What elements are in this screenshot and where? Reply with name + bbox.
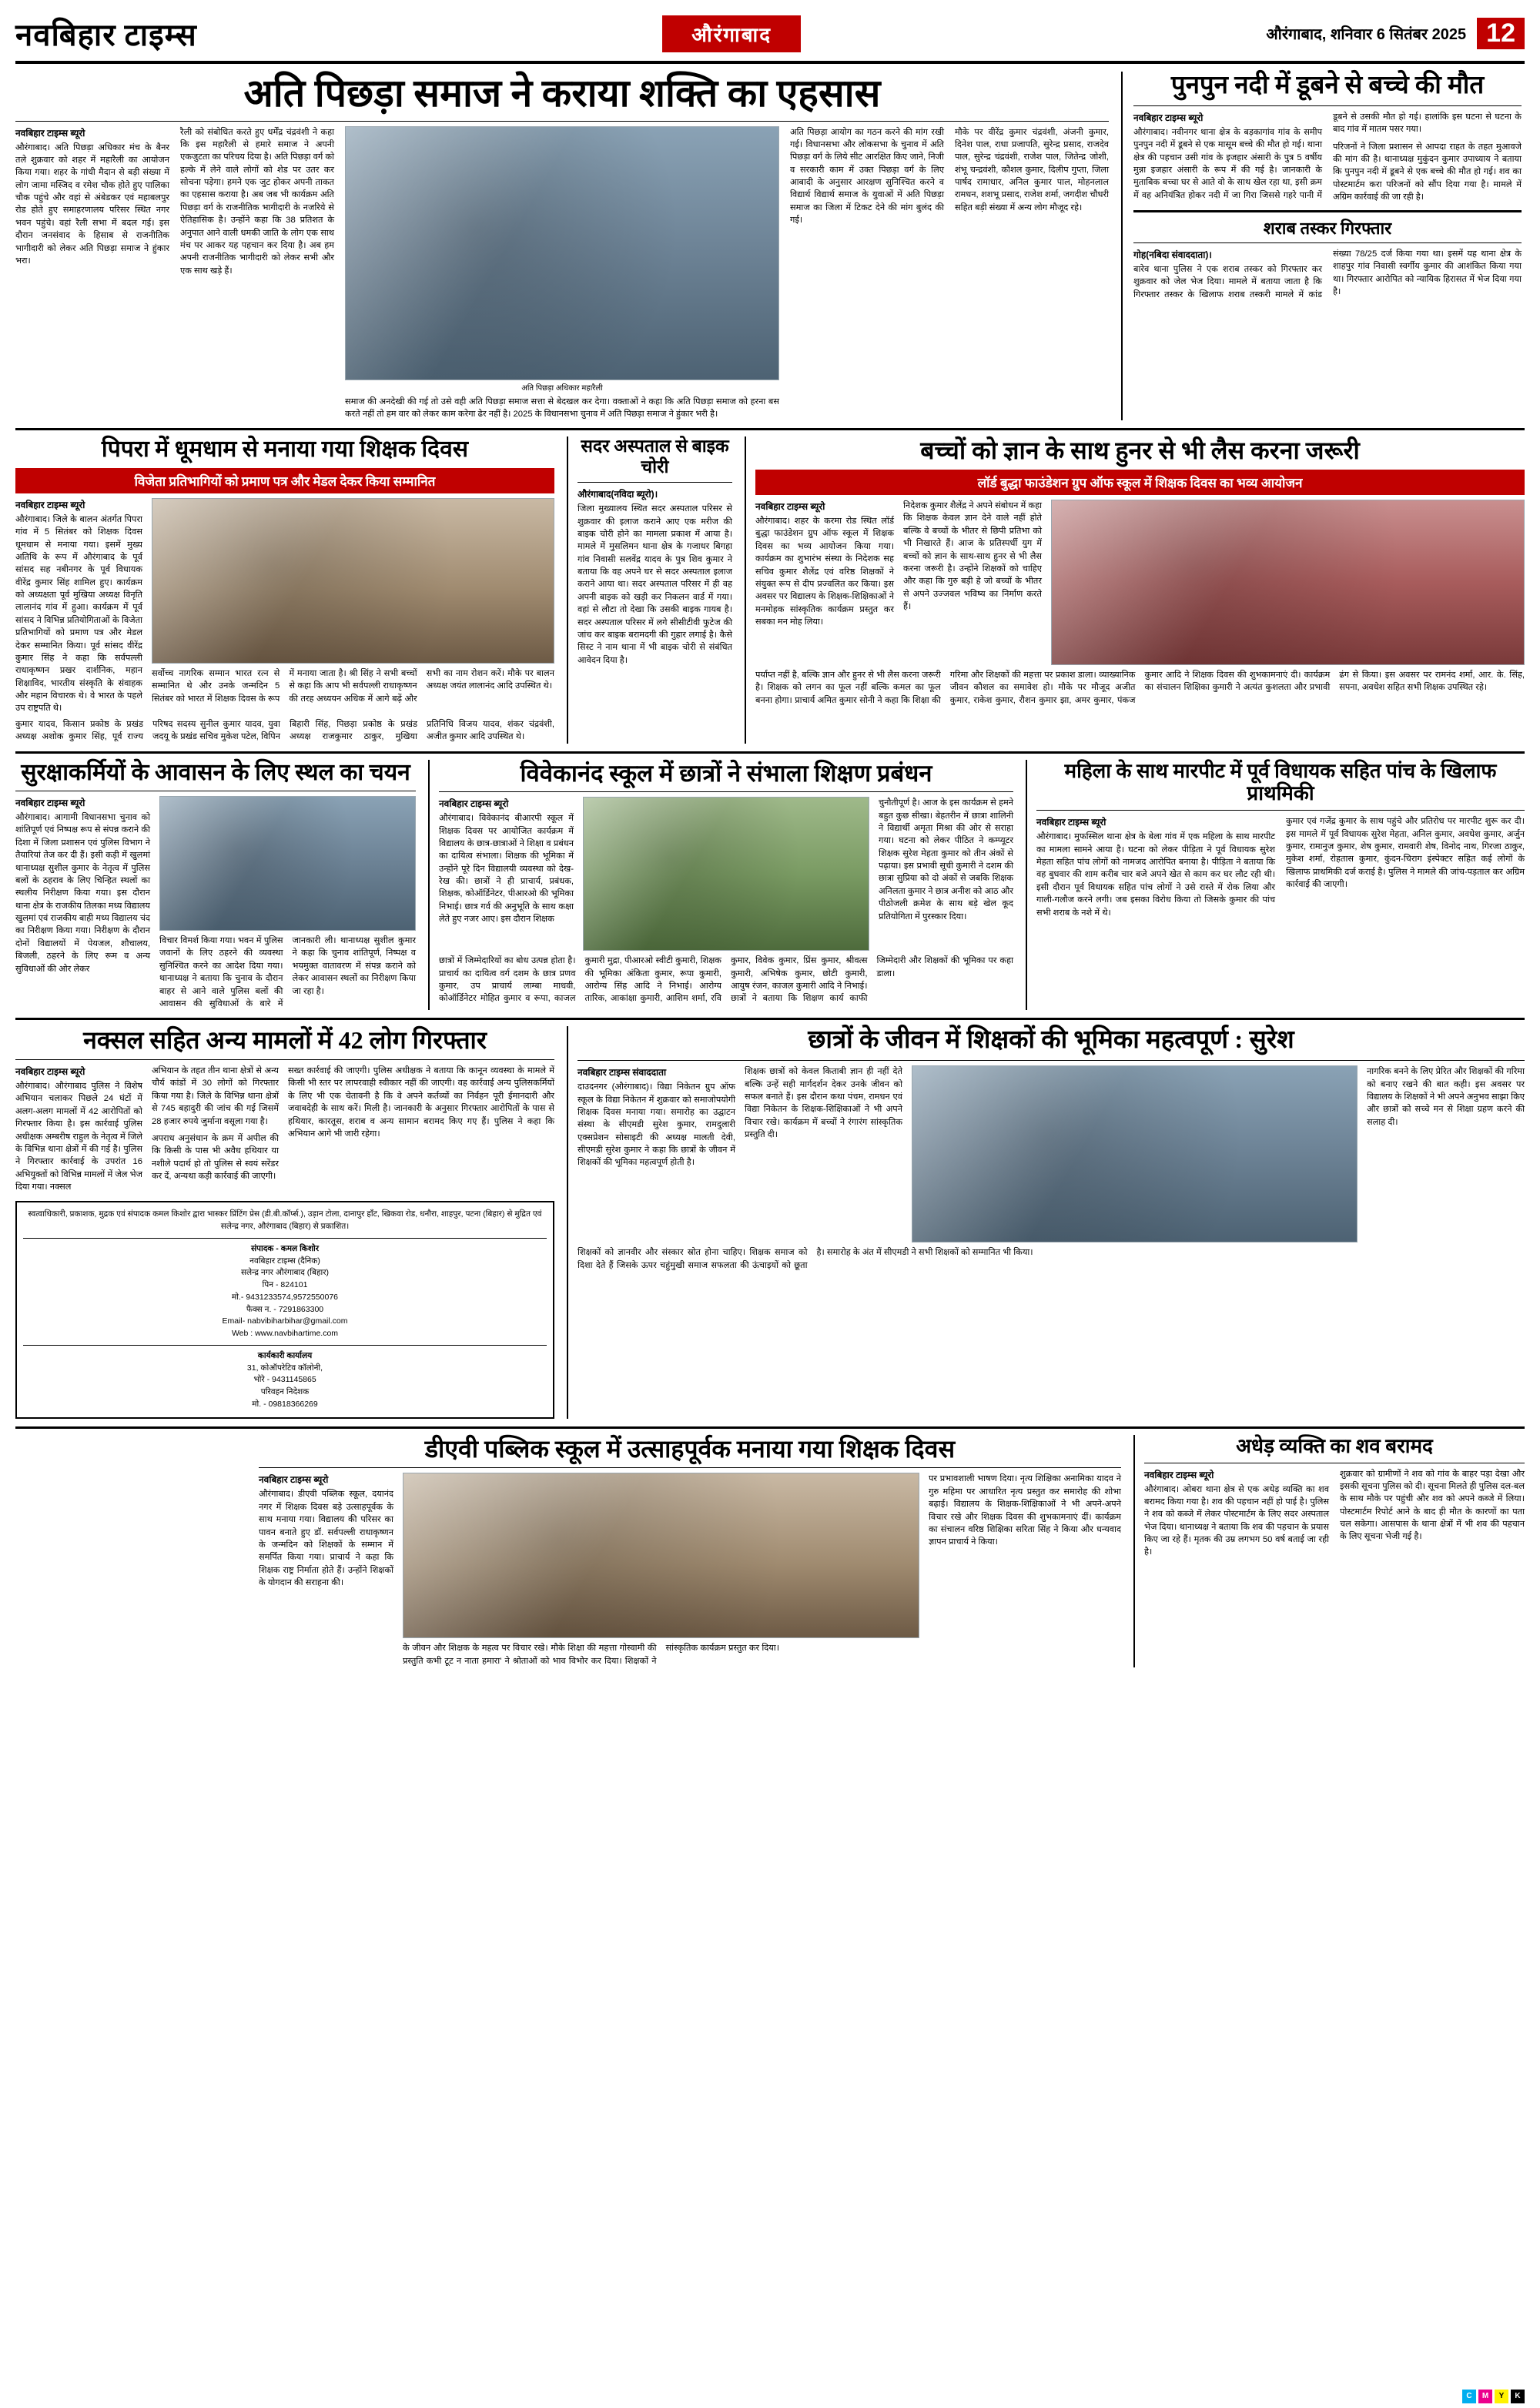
lb-para-1: औरंगाबाद। शहर के करमा रोड स्थित लॉर्ड बुद्धा फाउंडेशन ग्रुप ऑफ स्कूल में शिक्षक दिवस का भव्य आयोजन किया गया। कार्यक्रम का शुभारंभ संस्था के निदेशक सह सचिव कुमार शैलेंद्र एवं वरिष्ठ शिक्षकों ने संयुक्त रूप से दीप प्रज्वलित कर किया। इस अवसर पर विद्यालय के शिक्षक-शिक्षिकाओं ने मनमोहक सांस्कृतिक कार्यक्रम प्रस्तुत कर सबका मन मोह लिया। bbox=[755, 517, 894, 627]
nx-para-2: सख्त कार्रवाई की जाएगी। पुलिस अधीक्षक ने बताया कि कानून व्यवस्था के मामले में किसी भी स्तर पर लापरवाही स्वीकार नहीं की जाएगी। वह कार्रवाई अन्य पुलिसकर्मियों के लिए भी एक चेतावनी है कि वे अपने कर्तव्यों का निर्वहन पूरी ईमानदारी और जवाबदेही के साथ करें। मिली है। जानकारी के अनुसार गिरफ्तार आरोपितों के पास से हथियार, कारतूस, शराब व अन्य सामान बरामद किए गए हैं। पुलिस ने कहा कि अभियान आगे भी जारी रहेगा। bbox=[288, 1066, 554, 1139]
imprint-office-mobile: मो. - 09818366269 bbox=[252, 1399, 318, 1409]
su-para-3: नागरिक बनने के लिए प्रेरित और शिक्षकों की गरिमा को बनाए रखने की बात कही। इस अवसर पर विद्यालय के शिक्षकों ने भी अपने अनुभव साझा किए और छात्रों को सच्चे मन से शिक्षा ग्रहण करने की सलाह दी। bbox=[1367, 1067, 1525, 1127]
nx-col-2 bbox=[152, 1065, 279, 1193]
imprint-pin: पिन - 824101 bbox=[262, 1280, 308, 1290]
fir-headline: महिला के साथ मारपीट में पूर्व विधायक सहित पांच के खिलाफ प्राथमिकी bbox=[1064, 759, 1497, 805]
lead-para-2: रैली को संबोधित करते हुए धर्मेंद्र चंद्रवंशी ने कहा कि इस महारैली से हमारे समाज ने अपनी एकजुटता का परिचय दिया है। अति पिछड़ा वर्ग को हल्के में लेने वाले लोगों को शेड पर उतर कर सोचना पड़ेगा। हमने एक जुट होकर अपनी ताकत का एहसास कराया है। अब जब भी कार्यक्रम अति पिछड़ा वर्ग के राजनीतिक भागीदारी के नजरिये से ऐतिहासिक है। उन्होंने कहा कि 38 प्रतिशत के अनुपात आने वाली धमकी जाति के लोग एक साथ मंच पर आकर यह पहचान कर दिया है। अब हम अपनी राजनीतिक भागीदारी को लेकर सभी और एक साथ खड़े हैं। bbox=[180, 127, 334, 276]
fir-article bbox=[1026, 760, 1525, 1011]
dav-byline: नवबिहार टाइम्स ब्यूरो bbox=[259, 1474, 329, 1486]
page-number: 12 bbox=[1477, 18, 1525, 49]
dav-para-1: औरंगाबाद। डीएवी पब्लिक स्कूल, दयानंद नगर में शिक्षक दिवस बड़े उत्साहपूर्वक के साथ मनाया गया। विद्यालय की परिसर का पावन बनाते हुए डॉ. सर्वपल्ली राधाकृष्णन के जन्मदिन को शिक्षकों के सम्मान में समर्पित किया गया। प्राचार्य ने कहा कि शिक्षक राष्ट्र निर्माता होते हैं। उन्होंने शिक्षकों के योगदान की सराहना की। bbox=[259, 1490, 393, 1588]
bf-para-2: शुक्रवार को ग्रामीणों ने शव को गांव के बाहर पड़ा देखा और इसकी सूचना पुलिस को दी। सूचना मिलते ही पुलिस दल-बल के साथ मौके पर पहुंची और शव को अपने कब्जे में लिया। पोस्टमार्टम रिपोर्ट आने के बाद ही मौत के कारणों का पता चल सकेगा। आसपास के थाना क्षेत्रों में भी शव की पहचान के लिए सूचना भेजी गई है। bbox=[1340, 1469, 1525, 1542]
drowning-para-2: परिजनों ने जिला प्रशासन से आपदा राहत के तहत मुआवजे की मांग की है। थानाध्यक्ष मुकुंदन कुमार उपाध्याय ने बताया कि पुनपुन नदी में डूबने से एक बच्चे की मौत हो गई। शव का पोस्टमार्टम करा परिजनों को सौंप दिया गया है। मामले में अग्रिम कार्रवाई की जा रही है। bbox=[1333, 142, 1522, 202]
vivekanand-article bbox=[428, 760, 1013, 1011]
top-right-column bbox=[1121, 72, 1522, 420]
reg-c: C bbox=[1462, 2390, 1476, 2403]
lord-buddha-subbar: लॉर्ड बुद्धा फाउंडेशन ग्रुप ऑफ स्कूल में शिक्षक दिवस का भव्य आयोजन bbox=[755, 470, 1525, 495]
imprint-line: स्वत्वाधिकारी, प्रकाशक, मुद्रक एवं संपादक कमल किशोर द्वारा भास्कर प्रिंटिंग प्रेस (डी.बी.कॉर्प्स.), उड़ान टोला, दानापुर हाँट, खिकवा रोड, धनौरा, शाहपुर, पटना (बिहार) से मुद्रित एवं सलेन्द्र नगर, औरंगाबाद (बिहार) से प्रकाशित। bbox=[28, 1209, 542, 1232]
su-para-2: शिक्षक छात्रों को केवल किताबी ज्ञान ही नहीं देते बल्कि उन्हें सही मार्गदर्शन देकर उनके जीवन को सफल बनाते हैं। इस दौरान कथा पंचम, रामधन एवं विद्या निकेतन के शिक्षक-शिक्षिकाओं ने भी अपने विचार रखे। कार्यक्रम में बच्चों ने रंगारंग सांस्कृतिक प्रस्तुति दी। bbox=[745, 1067, 902, 1140]
sec-para-2: विचार विमर्श किया गया। भवन में पुलिस जवानों के लिए ठहरने की व्यवस्था सुनिश्चित करने का आदेश दिया गया। थानाध्यक्ष ने बताया कि चुनाव के दौरान बाहर से आने वाले पुलिस बलों की आवासन की सुविधाओं के बारे में जानकारी ली। थानाध्यक्ष सुशील कुमार ने कहा कि चुनाव शांतिपूर्ण, निष्पक्ष व भयमुक्त वातावरण में संपन्न कराने को लेकर आवासन स्थलों का निरीक्षण किया जा रहा है। bbox=[159, 936, 416, 1008]
lead-para-5: मौके पर वीरेंद्र कुमार चंद्रवंशी, अंजनी कुमार, दिनेश पाल, राधा प्रजापति, सुरेन्द्र प्रसाद, राजदेव पाल, सुरेन्द्र चंद्रवंशी, राजेश पाल, जितेन्द्र जोशी, शंभू चन्द्रवंशी, कौशल कुमार, दिलीप गुप्ता, जिला पार्षद रामाधार, अनिल कुमार पाल, मोहनलाल रामधन, शशभू प्रसाद, राजेश शर्मा, जगदीश चौधरी सहित बड़ी संख्या में अन्य लोग मौजूद रहे। bbox=[955, 127, 1109, 212]
viv-para-4: आरोग्य तारिक, आकांक्षा कुमारी, आशिम शर्मा, रवि कुमार, विवेक कुमार, प्रिंस कुमार, श्रीवत्स कुमारी, अभिषेक कुमार, छोटी कुमारी, आयुष रंजन, काजल कुमारी आदि ने निभाई। छात्रों ने बताया कि शिक्षण कार्य काफी जिम्मेदारी और शिक्षकों की भूमिका पर कहा डाला। bbox=[584, 956, 1013, 1004]
drowning-headline: पुनपुन नदी में डूबने से बच्चे की मौत bbox=[1170, 72, 1485, 99]
pipra-photo-col bbox=[152, 498, 554, 715]
imprint-web[interactable]: Web : www.navbihartime.com bbox=[231, 1329, 339, 1339]
fir-para-1: औरंगाबाद। मुफस्सिल थाना क्षेत्र के बेला गांव में एक महिला के साथ मारपीट का मामला सामने आया है। घटना को लेकर पीड़िता ने पूर्व विधायक सुरेश मेहता सहित पांच लोगों को नामजद आरोपित बनाया है। पीड़िता ने बताया कि वह बुधवार की शाम करीब चार बजे अपने खेत से काम कर घर लौट रही थी। इसी दौरान पूर्व विधायक सहित पांच लोगों ने उसे रास्ते में रोक लिया और गाली-गलौज करने लगी। जब इसका विरोध किया तो जिसके कुमार की पांच सभी शराब के नशे में थे। bbox=[1036, 832, 1275, 918]
imprint-place: सलेन्द्र नगर औरंगाबाद (बिहार) bbox=[240, 1268, 330, 1278]
lead-byline: नवबिहार टाइम्स ब्यूरो bbox=[15, 127, 85, 139]
su-col-2 bbox=[745, 1065, 902, 1242]
bike-theft-para-1: जिला मुख्यालय स्थित सदर अस्पताल परिसर से शुक्रवार की इलाज कराने आए एक मरीज की बाइक चोरी होने का मामला प्रकाश में आया है। मामले में मुसलिमन थाना क्षेत्र के गजाधर बिगहा गांव निवासी सलवेंद्र यादव के पुत्र शिव कुमार ने बताया कि वह अपने घर से सदर अस्पताल इलाज कराने आया था। सदर अस्पताल परिसर में ही वह अपनी बाइक को खड़ी कर निकलन वार्ड में गया। वहां से लौटा तो देखा कि उसकी बाइक गायब है। सदर अस्पताल परिसर में लगे सीसीटीवी फुटेज की जांच कर बाइक बरामदगी की गुहार लगाई है। कैसे सिस्ट ने नाम थाना में भी बाइक चोरी से संबंधित आवेदन दिया है। bbox=[578, 504, 732, 665]
pipra-subbar: विजेता प्रतिभागियों को प्रमाण पत्र और मेडल देकर किया सम्मानित bbox=[15, 468, 554, 493]
imprint-office-phone: भोरे - 9431145865 bbox=[253, 1375, 316, 1385]
lead-col-2 bbox=[180, 126, 334, 421]
su-photo-col bbox=[912, 1065, 1358, 1242]
row5-spacer bbox=[15, 1435, 246, 1668]
sec-byline: नवबिहार टाइम्स ब्यूरो bbox=[15, 798, 85, 808]
dav-article bbox=[259, 1435, 1121, 1668]
dav-para-2: के जीवन और शिक्षक के महत्व पर विचार रखे। मौके शिक्षा की महत्ता गोस्वामी की प्रस्तुति कभी टूट न नाता हमारा' ने श्रोताओं को भाव विभोर कर दिया। शिक्षकों ने सांस्कृतिक कार्यक्रम प्रस्तुत कर दिया। bbox=[403, 1644, 779, 1666]
row-2 bbox=[15, 428, 1525, 743]
imprint-fax: फैक्स न. - 7291863300 bbox=[246, 1304, 324, 1314]
viv-byline: नवबिहार टाइम्स ब्यूरो bbox=[439, 798, 509, 810]
dav-photo bbox=[403, 1473, 919, 1638]
suresh-article bbox=[567, 1026, 1525, 1418]
liquor-headline: शराब तस्कर गिरफ्तार bbox=[1263, 218, 1392, 238]
lead-para-1: औरंगाबाद। अति पिछड़ा अधिकार मंच के बैनर तले शुक्रवार को शहर में महारैली का आयोजन किया गया। शहर के गांधी मैदान से बड़ी संख्या में लोग जामा मस्जिद व रमेश चौक होते हुए पालिका चौक पहुंचे और वहां से अंबेडकर एवं महाबलपुर रोड होते हुए समाहरणालय परिसर स्थित नगर भवन पहुंचे। वहां रैली सभा में बदल गई। इस दौरान जनसंवाद के हिसाब से राजनीतिक भागीदारी को लेकर अति पिछड़ा समाज ने हुंकार भरा। bbox=[15, 142, 169, 266]
pipra-col-1 bbox=[15, 498, 142, 715]
liquor-subhead: गोह(नबिदा संवाददाता)। bbox=[1133, 249, 1212, 260]
lb-col-2 bbox=[903, 500, 1042, 665]
lb-col-1 bbox=[755, 500, 894, 665]
lead-col-4 bbox=[790, 126, 944, 421]
su-col-1 bbox=[578, 1065, 735, 1242]
dateline: औरंगाबाद, शनिवार 6 सितंबर 2025 bbox=[1266, 25, 1467, 43]
suresh-headline: छात्रों के जीवन में शिक्षकों की भूमिका महत्वपूर्ण : सुरेश bbox=[808, 1026, 1294, 1055]
su-para-1: दाउदनगर (औरंगाबाद)। विद्या निकेतन ग्रुप ऑफ स्कूल के विद्या निकेतन में शुक्रवार को समाजोपयोगी शिक्षक दिवस मनाया गया। समारोह का उद्घाटन संस्था के सीएमडी सुरेश कुमार, रामदुलारी एक्सप्रेशन सोसाइटी की अध्यक्ष मालती देवी, सीएमडी सुरेश कुमार ने कहा कि छात्रों के जीवन में शिक्षकों की भूमिका महत्वपूर्ण होती है। bbox=[578, 1082, 735, 1168]
bf-byline: नवबिहार टाइम्स ब्यूरो bbox=[1144, 1469, 1214, 1480]
naxal-headline: नक्सल सहित अन्य मामलों में 42 लोग गिरफ्तार bbox=[83, 1026, 487, 1055]
dav-col-3 bbox=[929, 1473, 1121, 1667]
pipra-photo bbox=[152, 498, 554, 664]
imprint-editor: संपादक - कमल किशोर bbox=[250, 1243, 320, 1253]
security-housing-article bbox=[15, 760, 416, 1011]
bike-theft-article bbox=[567, 436, 732, 743]
nx-side-1: अभियान के तहत तीन थाना क्षेत्रों से अन्य चौर्य कांडों में 30 लोगों को गिरफ्तार किया गया है। जिले के विभिन्न थाना क्षेत्रों से 745 बहादुरी की जांच की गई जिसमें 28 हजार रुपये जुर्माना वसूला गया है। bbox=[152, 1066, 279, 1126]
security-headline: सुरक्षाकर्मियों के आवासन के लिए स्थल का चयन bbox=[21, 759, 410, 785]
lead-para-4: अति पिछड़ा आयोग का गठन करने की मांग रखी गई। विधानसभा और लोकसभा के चुनाव में अति पिछड़ा वर्ग के लिये सीट आरक्षित किए जाने, निजी व सरकारी काम में उक्त पिछड़ा वर्ग के लिए आबादी के अनुसार आरक्षण सुनिश्चित करने व विद्यार्थ विद्यार्थ समाज के युवाओं में अति पिछड़ा समाज का जिला में टिकट देने की मांग बुलंद की गई। bbox=[790, 127, 944, 226]
sec-photo-col bbox=[159, 796, 416, 1010]
row-3 bbox=[15, 751, 1525, 1011]
imprint-office-role: परिवहन निदेशक bbox=[260, 1387, 310, 1397]
drowning-para-1: औरंगाबाद। नवीनगर थाना क्षेत्र के बड़कागांव गांव के समीप पुनपुन नदी में डूबने से एक मासूम बच्चे की मौत हो गई। थाना क्षेत्र की पहचान उसी गांव के इजहार अंसारी के पुत्र 5 वर्षीय मुन्ना इजहार अंसारी के रूप में की गई है। जानकारी के मुताबिक बच्चा घर से आते वो के साथ खेल रहा था, इसी क्रम में वह अनियंत्रित होकर नदी में जा गिरा जिससे गहरे पानी में डूबने से उसकी मौत हो गई। हालांकि इस घटना से घटना के बाद गांव में मातम पसर गया। bbox=[1133, 112, 1522, 200]
pipra-article bbox=[15, 436, 554, 743]
nx-col-3 bbox=[288, 1065, 554, 1193]
masthead-right bbox=[1266, 18, 1525, 49]
lb-para-3: पर्याप्त नहीं है, बल्कि ज्ञान और हुनर से भी लैस करना जरूरी है। शिक्षक को लगन का फूल नहीं बल्कि कमल का फूल बनना होगा। प्राचार्य अमित कुमार सोनी ने कहा कि शिक्षा की गरिमा और शिक्षकों की महत्ता पर प्रकाश डाला। व्याख्यानिक जीवन कौशल का समावेश हो। मौके पर मौजूद अजीत कुमार, राकेश कुमार, रौशन कुमार झा, अमर कुमार, पंकज कुमार आदि ने शिक्षक दिवस की शुभकामनाएं दी। कार्यक्रम का संचालन शिक्षिका कुमारी ने अत्यंत कुशलता और प्रभावी ढंग से किया। इस अवसर पर रामनंद शर्मा, आर. के. सिंह, सपना, अवधेश सहित सभी शिक्षक उपस्थित रहे। bbox=[755, 671, 1525, 705]
lead-photo-caption: अति पिछड़ा अधिकार महारैली bbox=[521, 383, 603, 393]
su-para-4: शिक्षकों को ज्ञानवीर और संस्कार स्रोत होना चाहिए। शिक्षक समाज को दिशा देते हैं जिसके ऊपर चहुंमुखी समाज सफलता की ऊंचाइयों को छूता है। समारोह के अंत में सीएमडी ने सभी शिक्षकों को सम्मानित भी किया। bbox=[578, 1248, 1033, 1270]
imprint-box bbox=[15, 1201, 554, 1418]
pipra-para-3: कुमार यादव, किसान प्रकोष्ठ के प्रखंड अध्यक्ष अशोक कुमार सिंह, पूर्व राज्य परिषद सदस्य सुनील कुमार यादव, युवा जदयू के प्रखंड सचिव मुकेश पटेल, विपिन बिहारी सिंह, पिछड़ा प्रकोष्ठ के प्रखंड अध्यक्ष राजकुमार ठाकुर, मुखिया प्रतिनिधि विजय यादव, शंकर चंद्रवंशी, अजीत कुमार आदि उपस्थित थे। bbox=[15, 719, 554, 742]
row-4 bbox=[15, 1018, 1525, 1418]
lord-buddha-article bbox=[745, 436, 1525, 743]
drowning-byline: नवबिहार टाइम्स ब्यूरो bbox=[1133, 112, 1204, 123]
vivekanand-photo bbox=[583, 797, 869, 951]
nx-para-1: औरंगाबाद। औरंगाबाद पुलिस ने विशेष अभियान चलाकर पिछले 24 घंटों में अलग-अलग मामलों में 42 आरोपितों को गिरफ्तार किया है। इस कार्रवाई पुलिस अधीक्षक अम्बरीष राहुल के नेतृत्व में जिले के विभिन्न थाना क्षेत्रों में की गई है। पुलिस ने गिरफ्तार कार्रवाई के उपरांत 16 अभियुक्तों को विभिन्न मामलों में जेल भेज दिया गया। नक्सल bbox=[15, 1082, 142, 1192]
imprint-office-title: कार्यकारी कार्यालय bbox=[257, 1350, 313, 1360]
pipra-byline: नवबिहार टाइम्स ब्यूरो bbox=[15, 499, 85, 510]
nx-side-2: अपराध अनुसंधान के क्रम में अपील की कि किसी के पास भी अवैध हथियार या नशीले पदार्थ हो तो पुलिस से स्वयं सरेंडर कर दें, अन्यथा कड़ी कार्रवाई की जाएगी। bbox=[152, 1133, 279, 1182]
bike-theft-subhead: औरंगाबाद(नविदा ब्यूरो)। bbox=[578, 489, 658, 500]
vivekanand-headline: विवेकानंद स्कूल में छात्रों ने संभाला शिक्षण प्रबंधन bbox=[520, 759, 932, 787]
naxal-article bbox=[15, 1026, 554, 1418]
imprint-paper: नवबिहार टाइम्स (दैनिक) bbox=[249, 1256, 320, 1266]
reg-m: M bbox=[1478, 2390, 1492, 2403]
su-col-4 bbox=[1367, 1065, 1525, 1242]
lead-photo bbox=[345, 126, 779, 380]
imprint-mobile: मो.- 9431233574,9572550076 bbox=[231, 1292, 339, 1302]
body-found-article bbox=[1133, 1435, 1525, 1668]
lead-para-3: समाज की अनदेखी की गई तो उसे वही अति पिछड़ा समाज सत्ता से बेदखल कर देगा। वक्ताओं ने कहा कि अति पिछड़ा समाज को हरना बस करते नहीं तो हम वार को लेकर काम करेगा ढेर नहीं है। 2025 के विधानसभा चुनाव में अति पिछड़ा समाज ने हुंकार भरी है। bbox=[345, 396, 779, 419]
viv-photo-col bbox=[583, 797, 869, 951]
dav-photo-col bbox=[403, 1473, 919, 1667]
fir-para-2: कुमार एवं गजेंद्र कुमार के साथ पहुंचे और प्रतिरोध पर मारपीट शुरू कर दी। इस मामले में पूर्व विधायक सुरेश मेहता, अनिल कुमार, अवधेश कुमार, अर्जुन कुमार, रामानुज कुमार, शेष कुमार, रामवारी शेष, विनोद नाथ, गिरजा ठाकुर, मुकेश शर्मा, रोहतास कुमार, कुंदन-चिराग इंस्पेक्टर सहित कई लोगों के खिलाफ प्राथमिकी दर्ज कराई है। पुलिस ने मामले की जांच-पड़ताल कर अग्रिम कार्रवाई की जाएगी। bbox=[1286, 817, 1525, 890]
body-found-headline: अधेड़ व्यक्ति का शव बरामद bbox=[1236, 1434, 1433, 1457]
row-5 bbox=[15, 1426, 1525, 1668]
dav-col-1 bbox=[259, 1473, 393, 1667]
sec-para-1: औरंगाबाद। आगामी विधानसभा चुनाव को शांतिपूर्ण एवं निष्पक्ष रूप से संपन्न कराने की दिशा में जिला प्रशासन एवं पुलिस विभाग ने तैयारियां तेज कर दी हैं। इसी कड़ी में खुलमां थानाध्यक्ष सुशील कुमार के नेतृत्व में पुलिस बलों के ठहराव के लिए चिन्हित स्थलों का स्थलीय निरीक्षण किया गया। इस दौरान थाना क्षेत्र के राजकीय तिलका मध्य विद्यालय खुलमां एवं राजकीय बाही मध्य विद्यालय चंद का निरीक्षण किया गया। निरीक्षण के दौरान दोनों विद्यालयों में पेयजल, शौचालय, बिजली, ठहरने के लिए रूम व अन्य सुविधाओं की ओर लेकर bbox=[15, 813, 150, 974]
lead-headline: अति पिछड़ा समाज ने कराया शक्ति का एहसास bbox=[243, 72, 881, 115]
pipra-para-1: औरंगाबाद। जिले के बालन अंतर्गत पिपरा गांव में 5 सितंबर को शिक्षक दिवस धूमधाम से मनाया गया। इसमें मुख्य अतिथि के रूप में औरंगाबाद के पूर्व सांसद सह नबीनगर के पूर्व विधायक वीरेंद्र कुमार सिंह शामिल हुए। कार्यक्रम को अध्यक्षता पूर्व मुखिया अध्यक्ष विनृति लालानंद गांव में हुआ। कार्यक्रम में पूर्व सांसद ने विभिन्न प्रतियोगिताओं के विजेता प्रतिभागियों को प्रमाण पत्र और मेडल देकर सम्मानित किया। पूर्व सांसद वीरेंद्र कुमार सिंह ने कहा कि सर्वपल्ली राधाकृष्णन प्रखर दार्शनिक, महान शिक्षाविद, भारतीय संस्कृति के संवाहक और महान विचारक थे। वे भारत के पहले उप राष्ट्रपति थे। bbox=[15, 514, 142, 714]
lb-photo bbox=[1051, 500, 1525, 665]
su-byline: नवबिहार टाइम्स संवाददाता bbox=[578, 1067, 667, 1079]
pipra-para-2: सर्वोच्च नागरिक सम्मान भारत रत्न से सम्मानित थे और उनके जन्मदिन 5 सितंबर को भारत में शिक्षक दिवस के रूप में मनाया जाता है। श्री सिंह ने सभी बच्चों से कहा कि आप भी सर्वपल्ली राधाकृष्णन की तरह अध्ययन अधिक में आगे बढ़ें और सभी का नाम रोशन करें। मौके पर बालन अध्यक्ष जयंत लालानंद आदि उपस्थित थे। bbox=[152, 668, 554, 704]
newspaper-title: नवबिहार टाइम्स bbox=[15, 18, 197, 52]
lb-byline: नवबिहार टाइम्स ब्यूरो bbox=[755, 501, 825, 513]
bike-theft-headline: सदर अस्पताल से बाइक चोरी bbox=[581, 436, 729, 477]
liquor-para-1: बारेव थाना पुलिस ने एक शराब तस्कर को गिरफ्तार कर शुक्रवार को जेल भेज दिया। मामले में बताया जाता है कि गिरफ्तार तस्कर के खिलाफ शराब तस्करी मामले में कांड संख्या 78/25 दर्ज किया गया था। इसमें यह थाना क्षेत्र के शाहपुर गांव निवासी स्वर्गीय कुमार की आशंकित किया गया था। गिरफ्तार आरोपित को न्यायिक हिरासत में भेज दिया गया है। bbox=[1133, 249, 1522, 299]
imprint-email[interactable]: Email- nabvibiharbihar@gmail.com bbox=[222, 1316, 348, 1326]
pipra-headline: पिपरा में धूमधाम से मनाया गया शिक्षक दिवस bbox=[101, 436, 469, 463]
edition-badge: औरंगाबाद bbox=[662, 15, 801, 52]
viv-col-3 bbox=[879, 797, 1013, 951]
security-photo bbox=[159, 796, 416, 931]
masthead bbox=[15, 12, 1525, 64]
lb-para-2: निदेशक कुमार शैलेंद्र ने अपने संबोधन में कहा कि शिक्षक केवल ज्ञान देने वाले नहीं होते बल्कि वे बच्चों के भीतर से छिपी प्रतिभा को भी निखारते हैं। आज के प्रतिस्पर्धी युग में बच्चों को ज्ञान के साथ-साथ हुनर से भी लैस करना जरूरी है। उन्होंने शिक्षकों को चाहिए और कहा कि गुरु बड़ी हे जो बच्चों के भीतर से अपने उज्जवल भविष्य का निर्माण करते हैं। bbox=[903, 501, 1043, 612]
lord-buddha-headline: बच्चों को ज्ञान के साथ हुनर से भी लैस करना जरूरी bbox=[920, 436, 1360, 465]
reg-k: K bbox=[1511, 2390, 1525, 2403]
viv-para-3: छात्रों में जिम्मेदारियों का बोध उत्पन्न होता है। प्राचार्य का दायित्व वर्ग दशम के छात्र प्रणव कुमार, उप प्राचार्य लाम्बा माधवी, कोऑर्डिनेटर मोहित कुमार व रूपा, काजल कुमारी मुद्रा, पीआरओ स्वीटी कुमारी, शिक्षक की भूमिका अंकिता कुमार, रूपा कुमारी, आरोग्य सिंह आदि ने निभाई। bbox=[439, 956, 721, 1004]
imprint-office-addr: 31, कोऑपरेटिव कॉलोनी, bbox=[246, 1363, 323, 1373]
nx-col-1 bbox=[15, 1065, 142, 1193]
suresh-photo bbox=[912, 1065, 1358, 1242]
viv-para-2: चुनौतीपूर्ण है। आज के इस कार्यक्रम से हमने बहुत कुछ सीखा। बेहतरीन में छात्रा शालिनी ने विद्यार्थी अमृता मिश्रा की ओर से सराहा गया। घटना को लेकर पीठित ने कम्प्यूटर शिक्षक सुरेश मेहता कुमार को तीन अंकों से पढ़ाया। इस प्रभावी सूची कुमारी ने दशम की छात्रा सुप्रिया को दो अंकों से जबकि शिक्षक अनिलता कुमार ने छात्र अनीश को आठ और पीठोजली क्रमेश के साथ बड़े खेल कूद प्रतियोगिता में पुरस्कार दिया। bbox=[879, 798, 1013, 921]
lead-photo-col bbox=[345, 126, 779, 421]
viv-para-1: औरंगाबाद। विवेकानंद बीआरपी स्कूल में शिक्षक दिवस पर आयोजित कार्यक्रम में विद्यालय के छात्र-छात्राओं ने शिक्षा व प्रबंधन का दायित्व संभाला। शिक्षक की भूमिका में उन्होंने पूरे दिन विद्यालयी व्यवस्था को देख-रेख की। छात्रों ने ही प्राचार्य, प्रबंधक, शिक्षक, कोऑर्डिनेटर, पीआरओ की भूमिका निभाई। छात्र गर्व की अनुभूति के साथ कक्षा लेते हुए नजर आए। इस दौरान शिक्षक bbox=[439, 814, 574, 925]
dav-para-3: पर प्रभावशाली भाषण दिया। नृत्य शिक्षिका अनामिका यादव ने गुरु महिमा पर आधारित नृत्य प्रस्तुत कर समारोह की शोभा बढ़ाई। विद्यालय के शिक्षक-शिक्षिकाओं ने भी अपने-अपने विचार रखे और शिक्षक दिवस की शुभकामनाएं दीं। कार्यक्रम का संचालन वरिष्ठ शिक्षिका सरिता सिंह ने किया और धन्यवाद ज्ञापन प्राचार्य ने किया। bbox=[929, 1474, 1121, 1547]
nx-byline: नवबिहार टाइम्स ब्यूरो bbox=[15, 1066, 85, 1078]
color-registration-bar bbox=[1462, 2390, 1525, 2403]
dav-headline: डीएवी पब्लिक स्कूल में उत्साहपूर्वक मनाया गया शिक्षक दिवस bbox=[424, 1434, 956, 1463]
bf-para-1: औरंगाबाद। ओबरा थाना क्षेत्र से एक अधेड़ व्यक्ति का शव बरामद किया गया है। शव की पहचान नहीं हो पाई है। पुलिस ने शव को कब्जे में लेकर पोस्टमार्टम के लिए सदर अस्पताल भेज दिया। थानाध्यक्ष ने बताया कि शव की पहचान के प्रयास किए जा रहे हैं। मृतक की उम्र लगभग 50 वर्ष बताई जा रही है। bbox=[1144, 1484, 1329, 1557]
viv-col-1 bbox=[439, 797, 574, 951]
lead-article bbox=[15, 72, 1109, 420]
fir-byline: नवबिहार टाइम्स ब्यूरो bbox=[1036, 817, 1106, 828]
lb-photo-col bbox=[1051, 500, 1525, 665]
reg-y: Y bbox=[1495, 2390, 1508, 2403]
sec-col-1 bbox=[15, 796, 150, 1010]
lead-col-5 bbox=[955, 126, 1109, 421]
lead-col-1 bbox=[15, 126, 169, 421]
